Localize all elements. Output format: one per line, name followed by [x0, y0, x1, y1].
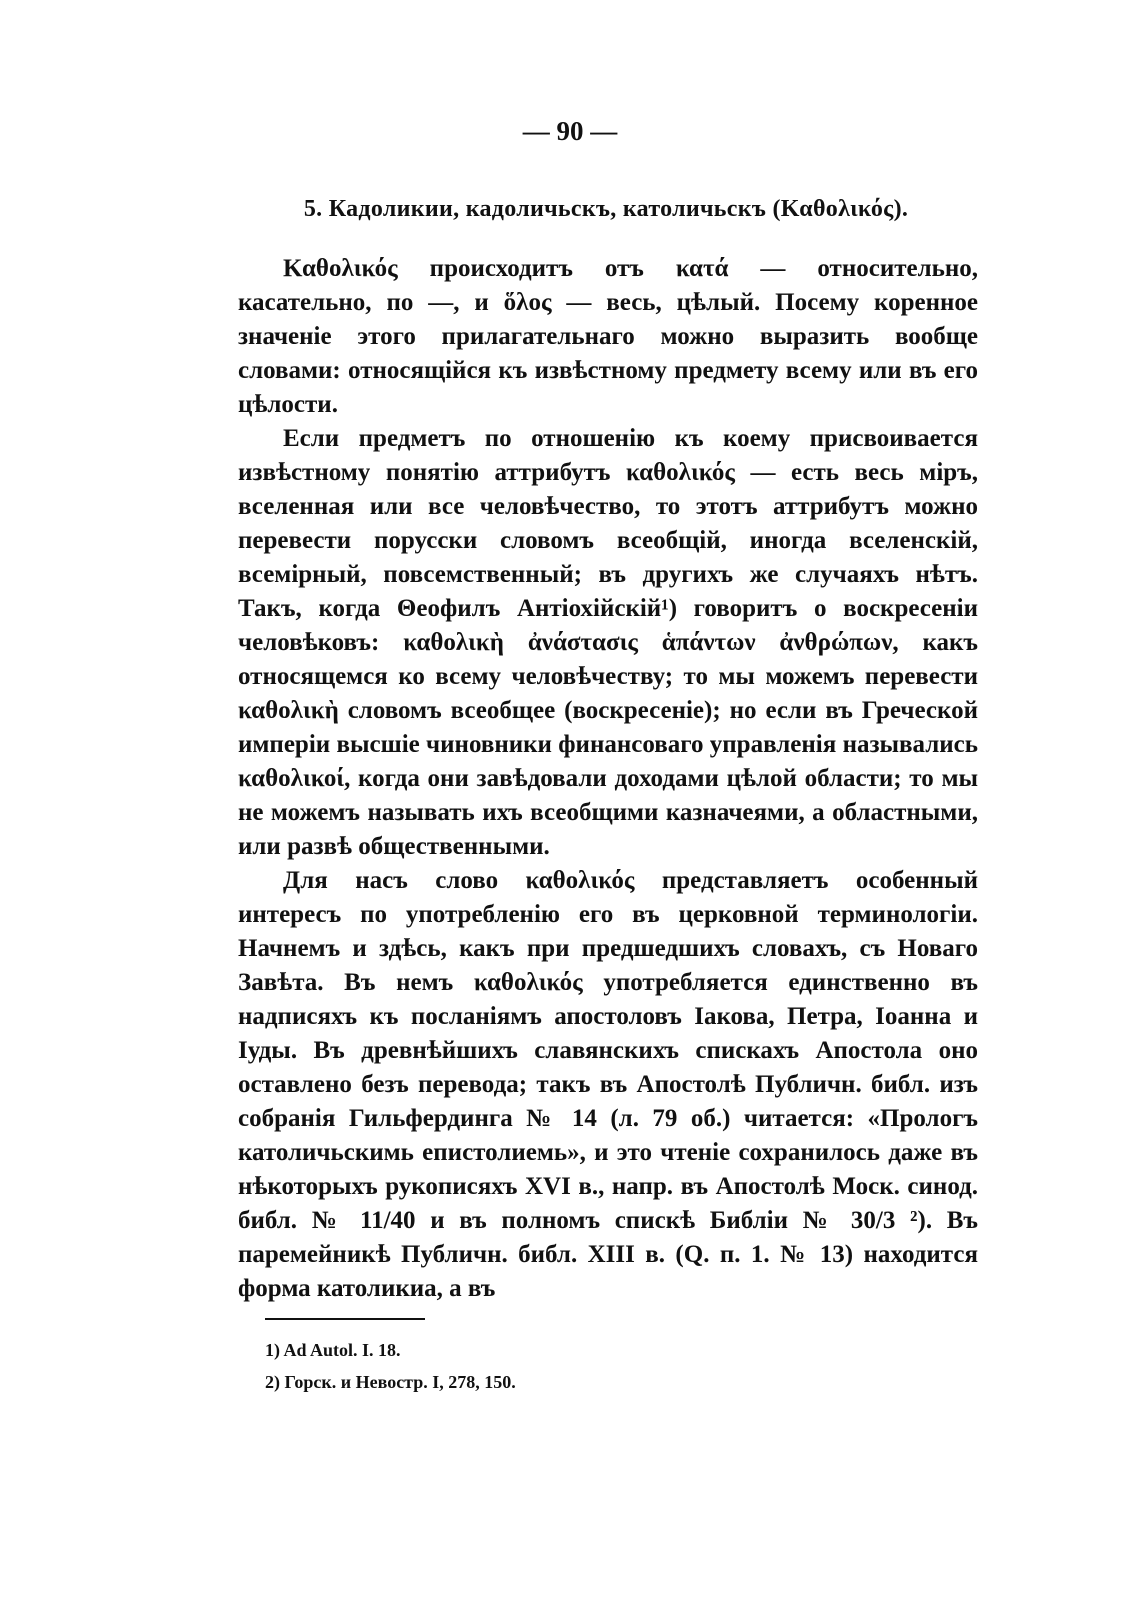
footnotes: [265, 1334, 965, 1398]
paragraph: Для насъ слово καθολικός представляетъ особенный интересъ по употребленію его въ церковной терминологіи. Начнемъ и здѣсь, какъ при предшедшихъ словахъ, съ Новаго Завѣта. Въ немъ καθολικός употребляется единственно въ надписяхъ къ посланіямъ апостоловъ Іакова, Петра, Іоанна и Іуды. Въ древнѣйшихъ славянскихъ спискахъ Апостола оно оставлено безъ перевода; такъ въ Апостолѣ Публичн. библ. изъ собранія Гильфердинга № 14 (л. 79 об.) читается: «Прологъ католичьскимь епистолиемь», и это чтеніе сохранилось даже въ нѣкоторыхъ рукописяхъ XVI в., напр. въ Апостолѣ Моск. синод. библ. № 11/40 и въ полномъ спискѣ Библіи № 30/3 ²). Въ паремейникѣ Публичн. библ. XIII в. (Q. п. 1. № 13) находится форма католикиа, а въ: [238, 867, 978, 1302]
page-number: — 90 —: [522, 116, 618, 146]
paragraph: Если предметъ по отношенію къ коему присвоивается извѣстному понятію аттрибутъ καθολικός — есть весь міръ, вселенная или все человѣчество, то этотъ аттрибутъ можно перевести порусски словомъ всеобщій, иногда вселенскій, всемірный, повсемственный; въ другихъ же случаяхъ нѣтъ. Такъ, когда Θеофилъ Антіохійскій¹) говоритъ о воскресеніи человѣковъ: καθολικὴ ἀνάστασις ἁπάντων ἀνθρώπων, какъ относящемся ко всему человѣчеству; то мы можемъ перевести καθολικὴ словомъ всеобщее (воскресеніе); но если въ Греческой имперіи высшіе чиновники финансоваго управленія назывались καθολικοί, когда они завѣдовали доходами цѣлой области; то мы не можемъ называть ихъ всеобщими казначеями, а областными, или развѣ общественными.: [238, 425, 978, 860]
paragraph: Καθολικός происходитъ отъ κατά — относительно, касательно, по —, и ὅλος — весь, цѣлый. Посему коренное значеніе этого прилагательнаго можно выразить вообще словами: относящійся къ извѣстному предмету всему или въ его цѣлости.: [238, 255, 978, 418]
section-heading: 5. Кадоликии, кадоличьскъ, католичьскъ (Καθολικός).: [303, 196, 909, 222]
footnote-divider: [265, 1318, 425, 1320]
body-text: [238, 252, 978, 1306]
footnote-2: 2) Горск. и Невостр. I, 278, 150.: [265, 1372, 516, 1392]
footnote-1: 1) Ad Autol. I. 18.: [265, 1340, 401, 1360]
